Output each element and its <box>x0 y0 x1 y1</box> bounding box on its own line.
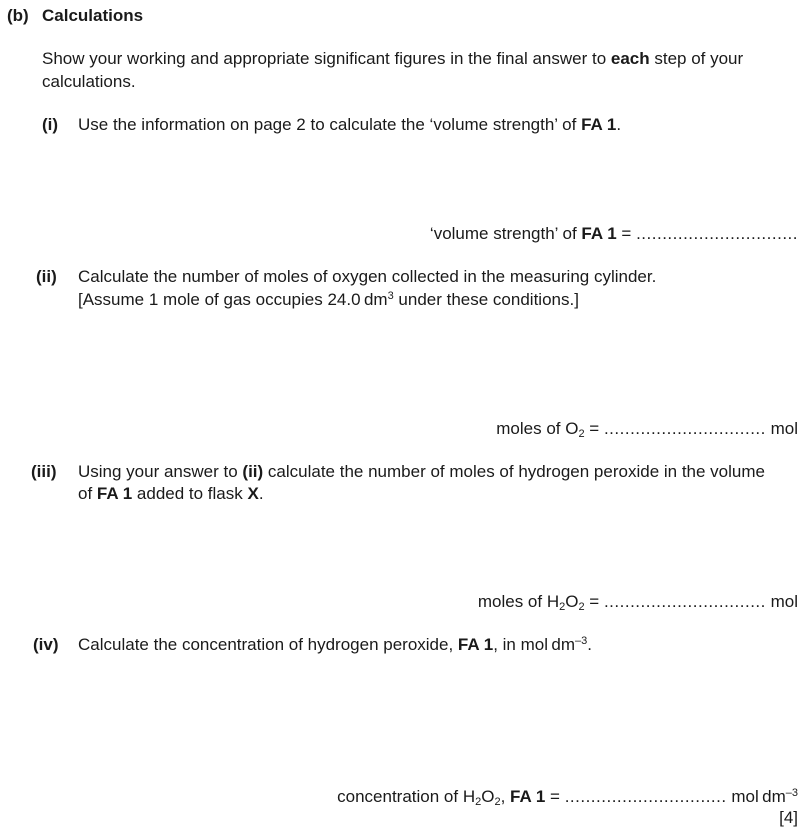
question-ii-assumption: [Assume 1 mole of gas occupies 24.0 $dm^3$ under these conditions.] <box>78 290 579 309</box>
question-iv-text: Calculate the concentration of hydrogen peroxide, FA 1, in mol $dm^{-3}$. <box>78 635 592 654</box>
question-iii-text: Using your answer to (ii) calculate the number of moles of hydrogen peroxide in the volume <box>78 462 765 481</box>
instructions-line2: calculations. <box>42 72 136 91</box>
instructions: Show your working and appropriate significant figures in the final answer to each step of your <box>42 49 744 68</box>
marks-total: [4] <box>779 808 798 827</box>
answer-line-iv[interactable]: concentration of $H_2O_2$, FA 1 = ............................... mol $dm^{-3}$ <box>337 787 798 808</box>
part-label: (b) <box>7 6 29 25</box>
answer-line-i[interactable]: ‘volume strength’ of FA 1 = ............................... <box>429 224 798 243</box>
question-number-ii: (ii) <box>36 267 57 286</box>
question-iii-text-line2: of FA 1 added to flask X. <box>78 484 264 503</box>
question-number-iv: (iv) <box>33 635 59 654</box>
answer-line-iii[interactable]: moles of $H_2O_2$ = ............................... mol <box>477 592 798 613</box>
question-number-iii: (iii) <box>31 462 57 481</box>
question-ii-text: Calculate the number of moles of oxygen collected in the measuring cylinder. <box>78 267 657 286</box>
question-number-i: (i) <box>42 115 59 134</box>
part-title: Calculations <box>42 6 144 25</box>
question-i-text: Use the information on page 2 to calculate the ‘volume strength’ of FA 1. <box>78 115 622 134</box>
answer-line-ii[interactable]: moles of $O_2$ = ............................... mol <box>496 419 798 440</box>
